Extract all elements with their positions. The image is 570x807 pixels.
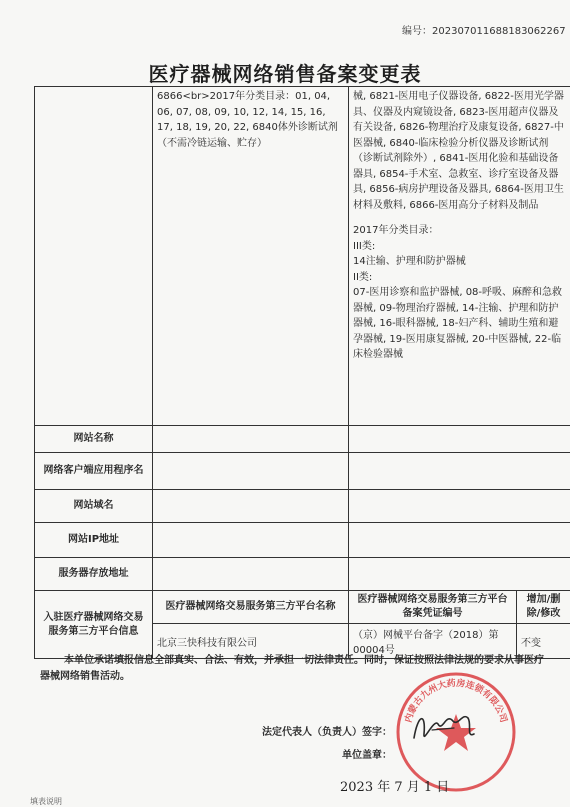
- domain-label: 网站域名: [35, 490, 153, 523]
- document-title: 医疗器械网络销售备案变更表: [0, 58, 570, 87]
- website-name-new: [349, 426, 570, 453]
- scope-new-old-catalog: 械, 6821-医用电子仪器设备, 6822-医用光学器具、仪器及内窥镜设备, 6823-医用超声仪器及有关设备, 6826-物理治疗及康复设备, 6827-中医器械, 6840-临床检验分析仪器及诊断试剂（诊断试剂除外）, 6841-医用化验和基础设备器具, 6854-手术室、急救室、诊疗室设备及器具, 6856-病房护理设备及器具, 6864-医用卫生材料及敷料, 6866-医用高分子材料及制品: [353, 89, 566, 213]
- ip-label: 网站IP地址: [35, 523, 153, 558]
- form-instructions-heading: 填表说明: [30, 796, 62, 807]
- platform-label: 入驻医疗器械网络交易服务第三方平台信息: [35, 591, 153, 659]
- scope-class3-heading: III类:: [353, 239, 566, 255]
- app-name-label: 网络客户端应用程序名: [35, 453, 153, 490]
- legal-representative-label: 法定代表人（负责人）签字：: [262, 723, 392, 738]
- platform-name-header: 医疗器械网络交易服务第三方平台名称: [153, 591, 349, 624]
- scope-new-cell: [349, 87, 570, 426]
- document-serial-number: 编号：20230701168818306226​7: [402, 22, 566, 37]
- scope-class2-heading: II类:: [353, 270, 566, 286]
- app-name-new: [349, 453, 570, 490]
- server-label: 服务器存放地址: [35, 558, 153, 591]
- app-name-row: [35, 453, 570, 490]
- website-name-row: [35, 426, 570, 453]
- scope-old-cell: [153, 87, 349, 426]
- website-name-old: [153, 426, 349, 453]
- platform-change-header: 增加/删除/修改: [517, 591, 570, 624]
- handwritten-signature: [408, 704, 478, 748]
- svg-text:内蒙古九州大药房连锁有限公司: 内蒙古九州大药房连锁有限公司: [402, 677, 510, 724]
- server-new: [349, 558, 570, 591]
- filing-form-table: [34, 86, 570, 659]
- domain-row: [35, 490, 570, 523]
- ip-row: [35, 523, 570, 558]
- platform-record-value: （京）网械平台备字（2018）第00004号: [349, 624, 517, 659]
- signing-date: 2023 年 7 月 1 日: [340, 776, 449, 795]
- scope-label-cell: [35, 87, 153, 426]
- scope-class3-items: 14注输、护理和防护器械: [353, 254, 566, 270]
- platform-record-header: 医疗器械网络交易服务第三方平台备案凭证编号: [349, 591, 517, 624]
- server-old: [153, 558, 349, 591]
- scope-class2-items: 07-医用诊察和监护器械, 08-呼吸、麻醉和急救器械, 09-物理治疗器械, 14-注输、护理和防护器械, 16-眼科器械, 18-妇产科、辅助生殖和避孕器械, 19-医用康复器械, 20-中医器械, 22-临床检验器械: [353, 285, 566, 363]
- seal-label: 单位盖章：: [342, 746, 392, 761]
- website-name-label: 网站名称: [35, 426, 153, 453]
- domain-new: [349, 490, 570, 523]
- ip-old: [153, 523, 349, 558]
- scope-old-text: 6866<br>2017年分类目录：01, 04, 06, 07, 08, 09, 10, 12, 14, 15, 16, 17, 18, 19, 20, 22, 6840体外诊断试剂（不需冷链运输、贮存）: [157, 91, 338, 149]
- ip-new: [349, 523, 570, 558]
- server-row: [35, 558, 570, 591]
- business-scope-row: [35, 87, 570, 426]
- platform-header-row: [35, 591, 570, 624]
- platform-name-value: 北京三快科技有限公司: [153, 624, 349, 659]
- platform-change-value: 不变: [517, 624, 570, 659]
- commitment-statement: 本单位承诺填报信息全部真实、合法、有效，并承担一切法律责任。同时，保证按照法律法规的要求从事医疗器械网络销售活动。: [40, 653, 550, 685]
- scope-2017-heading: 2017年分类目录：: [353, 223, 566, 239]
- app-name-old: [153, 453, 349, 490]
- domain-old: [153, 490, 349, 523]
